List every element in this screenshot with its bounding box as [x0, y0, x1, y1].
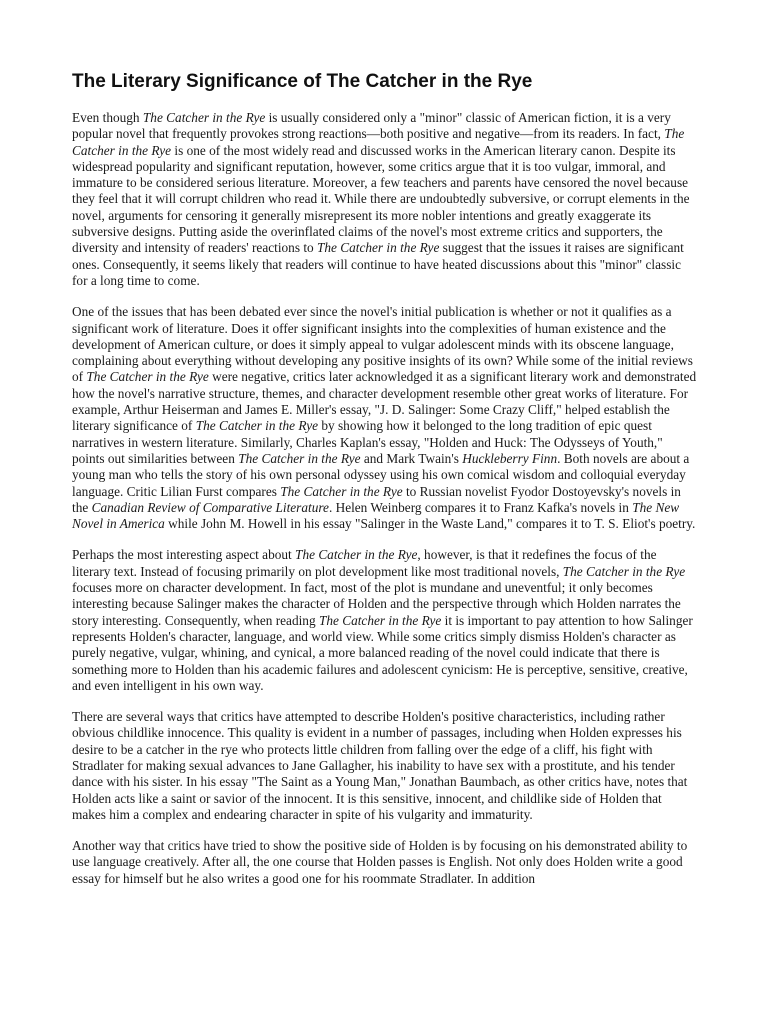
paragraph-text: suggest that the issues it raises are significant ones. Consequently, it seems likely that readers will continue to have heated discussions about this "minor" classic for a long time to come. [72, 240, 684, 288]
paragraph-text: by showing how it belonged to the long tradition of epic quest narratives in western literature. Similarly, Charles Kaplan's essay, "Holden and Huck: The Odysseys of Youth," points out similarities between [72, 418, 663, 466]
paragraph-text: One of the issues that has been debated ever since the novel's initial publication is whether or not it qualifies as a significant work of literature. Does it offer significant insights into the complexities of human existence and the development of American culture, or does it simply appeal to vulgar adolescent minds with its obscene language, complaining about everything without developing any positive insights of its own? While some of the initial reviews of [72, 304, 693, 385]
italic-title-text: The Catcher in the Rye [142, 110, 266, 125]
italic-title-text: The Catcher in the Rye [317, 240, 440, 256]
paragraph-text: . Both novels are about a young man who tells the story of his own personal odyssey using his own comical wisdom and colloquial everyday language. Critic Lilian Furst compares [72, 450, 690, 499]
paragraph-1 [72, 110, 698, 289]
italic-title-text: The Catcher in the Rye [72, 126, 685, 158]
document-title: The Literary Significance of The Catcher in the Rye [72, 71, 533, 92]
italic-title-text: The New Novel in America [72, 499, 680, 532]
paragraph-text: is one of the most widely read and discussed works in the American literary canon. Despite its widespread popularity and significant reputation, however, some critics argue that it is too vulgar, immoral, and immature to be considered serious literature. Moreover, a few teachers and parents have censored the novel because they feel that it will corrupt children who read it. While there are undoubtedly subversive, or corrupt elements in the novel, arguments for censoring it generally misrepresent its more nobler intentions and greatly exaggerate its subversive designs. Putting aside the overinflated claims of the novel's most extreme critics and supporters, the diversity and intensity of readers' reactions to [72, 142, 690, 256]
italic-title-text: The Catcher in the Rye [295, 547, 418, 563]
paragraph-text: to Russian novelist Fyodor Dostoyevsky's novels in the [72, 483, 681, 515]
paragraph-3 [72, 547, 698, 694]
paragraph-text: focuses more on character development. In fact, most of the plot is mundane and uneventful; it only becomes interesting because Salinger makes the character of Holden and the perspective through which Holden narrates the story interesting. Consequently, when reading [72, 580, 681, 628]
paragraph-text: is usually considered only a "minor" classic of American fiction, it is a very popular novel that frequently provokes strong reactions—both positive and negative—from its readers. In fact, [72, 110, 671, 142]
italic-title-text: The Catcher in the Rye [86, 369, 209, 385]
italic-title-text: The Catcher in the Rye [562, 563, 686, 579]
paragraph-text: , however, is that it redefines the focus of the literary text. Instead of focusing primarily on plot development like most traditional novels, [72, 547, 657, 579]
italic-title-text: The Catcher in the Rye [238, 450, 361, 466]
paragraph-text: Even though [72, 110, 143, 125]
paragraph-text: There are several ways that critics have attempted to describe Holden's positive characteristics, including rather obvious childlike innocence. This quality is evident in a number of passages, including when Holden expresses his desire to be a catcher in the rye who protects little children from falling over the edge of a cliff, his fight with Stradlater for making sexual advances to Jane Gallagher, his inability to have sex with a prostitute, and his tender dance with his sister. In his essay "The Saint as a Young Man," Jonathan Baumbach, as other critics have, notes that Holden acts like a saint or savior of the innocent. It is this sensitive, innocent, and childlike side of Holden that makes him a complex and endearing character in spite of his vulgarity and immaturity. [72, 709, 688, 822]
italic-title-text: The Catcher in the Rye [318, 612, 442, 628]
italic-title-text: The Catcher in the Rye [195, 418, 319, 434]
paragraph-text: and Mark Twain's [360, 450, 463, 466]
paragraph-5 [72, 838, 698, 887]
paragraph-text: were negative, critics later acknowledged it as a significant literary work and demonstrated how the novel's narrative structure, themes, and character development resemble other great works of literature. For example, Arthur Heiserman and James E. Miller's essay, "J. D. Salinger: Some Crazy Cliff," helped establish the literary significance of [72, 369, 697, 434]
paragraph-4 [72, 709, 698, 823]
paragraph-text: Perhaps the most interesting aspect about [72, 547, 296, 563]
paragraph-text: Another way that critics have tried to show the positive side of Holden is by focusing on his demonstrated ability to use language creatively. After all, the one course that Holden passes is English. Not only does Holden write a good essay for himself but he also writes a good one for his roommate Stradlater. In addition [72, 838, 688, 886]
paragraph-2 [72, 304, 698, 532]
italic-title-text: The Catcher in the Rye [280, 483, 403, 499]
italic-title-text: Huckleberry Finn [462, 450, 558, 466]
document-body [72, 110, 698, 887]
paragraph-text: . Helen Weinberg compares it to Franz Kafka's novels in [328, 499, 633, 515]
paragraph-text: it is important to pay attention to how Salinger represents Holden's character, language, and world view. While some critics simply dismiss Holden's character as purely negative, vulgar, whining, and cynical, a more balanced reading of the novel could indicate that there is something more to Holden than his academic failures and adolescent cynicism: He is perceptive, sensitive, creative, and even intelligent in his own way. [72, 612, 693, 693]
italic-title-text: Canadian Review of Comparative Literature [91, 499, 329, 515]
paragraph-text: while John M. Howell in his essay "Salinger in the Waste Land," compares it to T. S. Eliot's poetry. [164, 516, 696, 532]
